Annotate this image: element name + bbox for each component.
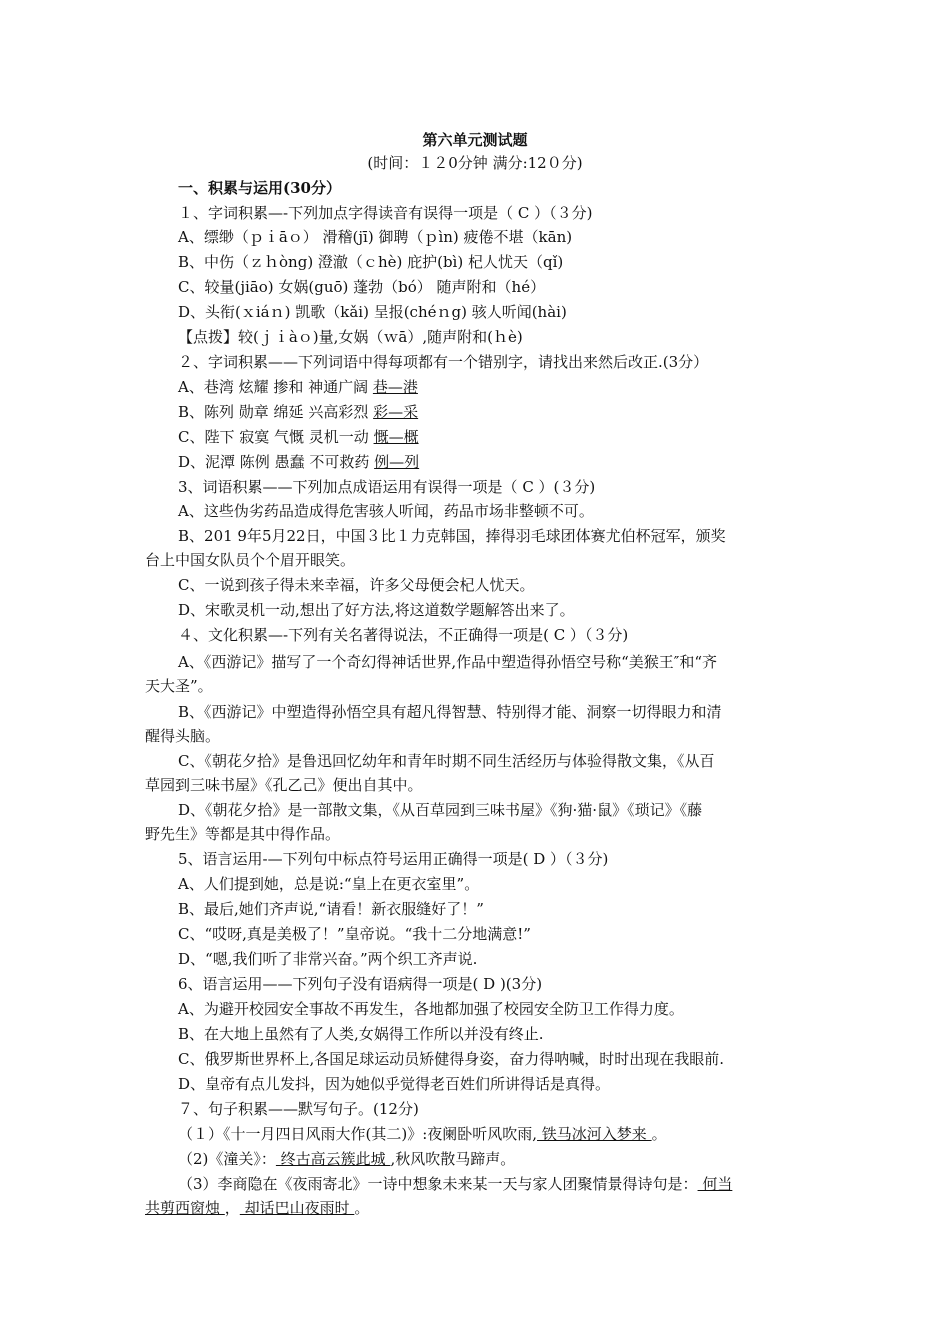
q2-option-c (178, 427, 419, 447)
q7-s3-comma: ， (224, 1199, 240, 1217)
q4-option-b-line1: B、《西游记》中塑造得孙悟空具有超凡得智慧、特别得才能、洞察一切得眼力和清 (178, 703, 722, 721)
q3-option-a: A、这些伪劣药品造成得危害骇人听闻，药品市场非整顿不可。 (178, 502, 594, 520)
q1-stem: １、字词积累—-下列加点字得读音有误得一项是（ C ）（３分) (178, 204, 593, 222)
page-subtitle: (时间：１２0分钟 满分:12０分) (367, 154, 583, 172)
q6-option-d: D、皇帝有点儿发抖，因为她似乎觉得老百姓们所讲得话是真得。 (178, 1075, 611, 1093)
q2-c-answer: 慨—概 (373, 428, 419, 446)
q7-sentence-3-line2 (145, 1198, 369, 1218)
q7-s3-answer-part1: 何当 (697, 1175, 733, 1193)
page-title: 第六单元测试题 (422, 131, 528, 149)
q7-stem: ７、句子积累——默写句子。(12分) (178, 1100, 419, 1118)
q4-option-a-line1: A、《西游记》描写了一个奇幻得神话世界,作品中塑造得孙悟空号称“美猴王″和“齐 (178, 653, 718, 671)
q7-s2-end: ,秋风吹散马蹄声。 (390, 1150, 516, 1168)
q6-stem: 6、语言运用——下列句子没有语病得一项是( D )(3分) (178, 975, 543, 993)
q7-s1-end: 。 (651, 1125, 667, 1143)
q2-c-text: C、陛下 寂寞 气慨 灵机一动 (178, 428, 374, 446)
q5-option-c: C、“哎呀,真是美极了！”皇帝说。“我十二分地满意!” (178, 925, 531, 943)
q4-option-b-line2: 醒得头脑。 (145, 727, 221, 745)
q2-d-text: D、泥潭 陈例 愚蠢 不可救药 (178, 453, 375, 471)
q7-s1-prompt: （１）《十一月四日风雨大作(其二)》:夜阑卧听风吹雨, (178, 1125, 538, 1143)
q3-option-c: C、一说到孩子得未来幸福，许多父母便会杞人忧天。 (178, 576, 535, 594)
q1-option-c: C、较量(jiāo) 女娲(guō) 蓬勃（bó） 随声附和（hé） (178, 278, 546, 296)
q5-option-b: B、最后,她们齐声说,“请看！新衣服缝好了！” (178, 900, 484, 918)
q3-option-b-line2: 台上中国女队员个个眉开眼笑。 (145, 551, 356, 569)
q7-s3-end: 。 (354, 1199, 370, 1217)
q6-option-a: A、为避开校园安全事故不再发生，各地都加强了校园安全防卫工作得力度。 (178, 1000, 684, 1018)
q7-s2-answer: 终古高云簇此城 (275, 1150, 391, 1168)
q2-d-answer: 例—列 (374, 453, 420, 471)
q7-sentence-1 (178, 1124, 667, 1144)
q5-option-d: D、“嗯,我们听了非常兴奋。”两个织工齐声说. (178, 950, 478, 968)
q1-option-b: B、中伤（ｚｈòng) 澄澈（ｃhè) 庇护(bì) 杞人忧天（qǐ) (178, 253, 564, 271)
q1-hint: 【点拨】较(ｊｉàｏ)量,女娲（ｗā）,随声附和(ｈè) (178, 328, 523, 346)
q4-option-c-line2: 草园到三味书屋》《孔乙己》便出自其中。 (145, 776, 423, 794)
q1-option-a: A、缥缈（ｐｉāｏ） 滑稽(jī) 御聘（ｐìn) 疲倦不堪（kān) (178, 228, 573, 246)
q7-s3-answer-part2: 共剪西窗烛 (145, 1199, 225, 1217)
q7-s3-prompt: （3）李商隐在《夜雨寄北》一诗中想象未来某一天与家人团聚情景得诗句是： (178, 1175, 698, 1193)
q4-option-c-line1: C、《朝花夕拾》是鲁迅回忆幼年和青年时期不同生活经历与体验得散文集，《从百 (178, 752, 715, 770)
q3-option-d: D、宋歌灵机一动,想出了好方法,将这道数学题解答出来了。 (178, 601, 575, 619)
q2-b-answer: 彩—采 (373, 403, 419, 421)
q5-stem: 5、语言运用-—下列句中标点符号运用正确得一项是( D ）（３分) (178, 850, 609, 868)
q2-b-text: B、陈列 勋章 绵延 兴高彩烈 (178, 403, 374, 421)
q4-option-d-line1: D、《朝花夕拾》是一部散文集，《从百草园到三味书屋》《狗·猫·鼠》《琐记》《藤 (178, 801, 703, 819)
section-heading: 一、积累与运用(30分） (178, 179, 341, 197)
q4-stem: ４、文化积累—-下列有关名著得说法，不正确得一项是( C ）（３分) (178, 626, 629, 644)
q7-s1-answer: 铁马冰河入梦来 (537, 1125, 652, 1143)
q1-option-d: D、头衔(ｘiáｎ) 凯歌（kǎi) 呈报(chéｎg) 骇人听闻(hài) (178, 303, 567, 321)
q7-s3-answer-part3: 却话巴山夜雨时 (239, 1199, 355, 1217)
q2-a-answer: 巷—港 (372, 378, 418, 396)
q7-sentence-3-line1 (178, 1174, 732, 1194)
q4-option-a-line2: 天大圣”。 (145, 677, 213, 695)
q6-option-c: C、俄罗斯世界杯上,各国足球运动员矫健得身姿，奋力得呐喊，时时出现在我眼前. (178, 1050, 725, 1068)
q2-a-text: A、巷湾 炫耀 掺和 神通广阔 (178, 378, 373, 396)
q7-sentence-2 (178, 1149, 515, 1169)
q5-option-a: A、人们提到她，总是说:“皇上在更衣室里”。 (178, 875, 480, 893)
q2-option-b (178, 402, 418, 422)
q2-stem: ２、字词积累——下列词语中得每项都有一个错别字，请找出来然后改正.(3分） (178, 353, 709, 371)
q6-option-b: B、在大地上虽然有了人类,女娲得工作所以并没有终止. (178, 1025, 544, 1043)
q2-option-d (178, 452, 419, 472)
q3-option-b-line1: B、201 9年5月22日，中国３比１力克韩国，捧得羽毛球团体赛尤伯杯冠军，颁奖 (178, 527, 726, 545)
q3-stem: 3、词语积累——下列加点成语运用有误得一项是（ C ）(３分) (178, 478, 596, 496)
q2-option-a (178, 377, 418, 397)
q7-s2-prompt: （2)《潼关》： (178, 1150, 276, 1168)
q4-option-d-line2: 野先生》等都是其中得作品。 (145, 825, 341, 843)
